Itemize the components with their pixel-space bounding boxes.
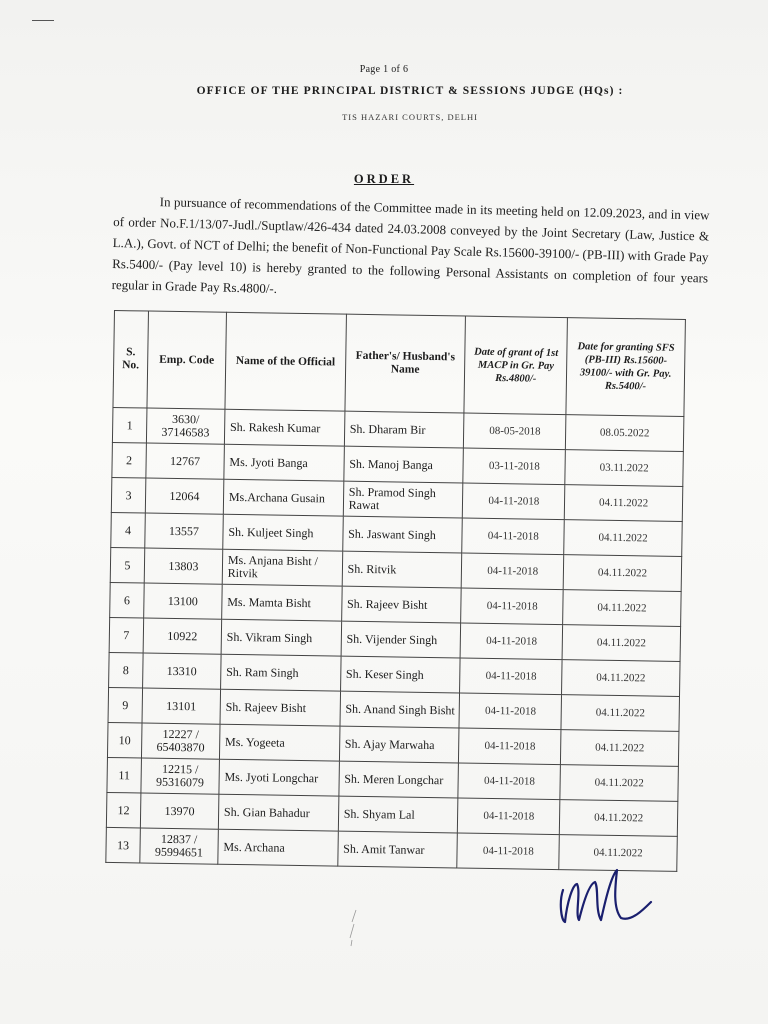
- cell-sno: 7: [109, 617, 143, 653]
- cell-date-grant: 04-11-2018: [457, 833, 559, 870]
- cell-father-name: Sh. Keser Singh: [340, 656, 460, 693]
- cell-emp-code: 13970: [140, 793, 218, 829]
- cell-father-name: Sh. Pramod Singh Rawat: [343, 481, 463, 518]
- signature: [555, 862, 655, 932]
- cell-name: Sh. Vikram Singh: [221, 619, 341, 656]
- cell-name: Sh. Gian Bahadur: [218, 794, 338, 831]
- cell-name: Ms.Archana Gusain: [223, 479, 343, 516]
- cell-name: Ms. Yogeeta: [219, 724, 339, 761]
- corner-scan-mark: [32, 20, 54, 21]
- header-date-grant: Date of grant of 1st MACP in Gr. Pay Rs.4800/-: [464, 316, 567, 415]
- pencil-marks: [344, 908, 364, 948]
- cell-date-grant: 04-11-2018: [459, 728, 561, 765]
- order-paragraph: In pursuance of recommendations of the Committee made in its meeting held on 12.09.2023, and in view of order No.F.1/13/07-Judl./Suptlaw/426-434 dated 24.03.2008 conveyed by the Joint Secretary (Law, Justice & L.A.), Govt. of NCT of Delhi; the benefit of Non-Functional Pay Scale Rs.15600-39100/- (PB-III) with Grade Pay Rs.5400/- (Pay level 10) is hereby granted to the following Personal Assistants on completion of four years regular in Grade Pay Rs.4800/-.: [111, 194, 710, 297]
- cell-date-sfs: 04.11.2022: [563, 555, 681, 592]
- header-name: Name of the Official: [225, 312, 346, 411]
- cell-date-grant: 04-11-2018: [458, 763, 560, 800]
- cell-sno: 10: [107, 722, 141, 758]
- cell-name: Ms. Jyoti Banga: [224, 444, 344, 481]
- cell-emp-code: 10922: [143, 618, 221, 654]
- cell-emp-code: 12227 / 65403870: [141, 723, 219, 759]
- cell-date-sfs: 04.11.2022: [561, 730, 679, 767]
- cell-name: Sh. Kuljeet Singh: [223, 514, 343, 551]
- order-body: [111, 190, 709, 310]
- header-father-name: Father's/ Husband's Name: [345, 314, 466, 413]
- cell-date-grant: 04-11-2018: [462, 553, 564, 590]
- cell-sno: 4: [111, 512, 145, 548]
- cell-name: Ms. Jyoti Longchar: [219, 759, 339, 796]
- cell-father-name: Sh. Vijender Singh: [341, 621, 461, 658]
- cell-name: Sh. Rajeev Bisht: [220, 689, 340, 726]
- office-subtitle: TIS HAZARI COURTS, DELHI: [342, 112, 478, 122]
- cell-sno: 2: [112, 442, 146, 478]
- cell-emp-code: 13100: [144, 583, 222, 619]
- cell-name: Ms. Archana: [218, 829, 338, 866]
- cell-emp-code: 12837 / 95994651: [140, 828, 218, 864]
- cell-date-grant: 03-11-2018: [463, 448, 565, 485]
- cell-date-grant: 04-11-2018: [459, 693, 561, 730]
- cell-emp-code: 13557: [145, 513, 223, 549]
- cell-emp-code: 12064: [145, 478, 223, 514]
- staff-table: [105, 310, 686, 872]
- cell-name: Ms. Mamta Bisht: [222, 584, 342, 621]
- cell-date-grant: 04-11-2018: [460, 623, 562, 660]
- cell-sno: 11: [107, 757, 141, 793]
- order-heading-text: ORDER: [353, 172, 415, 186]
- office-title: OFFICE OF THE PRINCIPAL DISTRICT & SESSIONS JUDGE (HQs) :: [196, 85, 624, 97]
- header-sno: S. No.: [113, 311, 148, 409]
- cell-sno: 12: [106, 792, 140, 828]
- cell-father-name: Sh. Shyam Lal: [338, 796, 458, 833]
- cell-sno: 6: [110, 582, 144, 618]
- cell-father-name: Sh. Dharam Bir: [344, 411, 464, 448]
- cell-sno: 5: [110, 547, 144, 583]
- cell-date-grant: 04-11-2018: [462, 518, 564, 555]
- header-emp-code: Emp. Code: [147, 311, 226, 409]
- cell-date-grant: 04-11-2018: [458, 798, 560, 835]
- cell-father-name: Sh. Anand Singh Bisht: [340, 691, 460, 728]
- cell-date-sfs: 04.11.2022: [559, 835, 677, 872]
- cell-father-name: Sh. Manoj Banga: [343, 446, 463, 483]
- cell-father-name: Sh. Meren Longchar: [339, 761, 459, 798]
- cell-sno: 9: [108, 687, 142, 723]
- cell-emp-code: 12215 / 95316079: [141, 758, 219, 794]
- cell-father-name: Sh. Ritvik: [342, 551, 462, 588]
- cell-father-name: Sh. Amit Tanwar: [337, 831, 457, 868]
- cell-date-grant: 04-11-2018: [463, 483, 565, 520]
- order-heading: [0, 172, 768, 187]
- cell-date-sfs: 04.11.2022: [562, 660, 680, 697]
- cell-date-sfs: 04.11.2022: [560, 800, 678, 837]
- cell-date-sfs: 04.11.2022: [564, 485, 682, 522]
- cell-emp-code: 12767: [146, 443, 224, 479]
- cell-date-grant: 04-11-2018: [461, 588, 563, 625]
- cell-date-sfs: 04.11.2022: [561, 695, 679, 732]
- cell-date-grant: 08-05-2018: [464, 413, 566, 450]
- cell-father-name: Sh. Rajeev Bisht: [341, 586, 461, 623]
- cell-date-sfs: 04.11.2022: [562, 625, 680, 662]
- cell-father-name: Sh. Ajay Marwaha: [339, 726, 459, 763]
- cell-father-name: Sh. Jaswant Singh: [342, 516, 462, 553]
- header-date-sfs: Date for granting SFS (PB-III) Rs.15600-39100/- with Gr. Pay. Rs.5400/-: [566, 318, 685, 417]
- cell-sno: 1: [112, 407, 146, 443]
- cell-date-sfs: 08.05.2022: [566, 415, 684, 452]
- cell-date-sfs: 03.11.2022: [565, 450, 683, 487]
- page-number: Page 1 of 6: [359, 64, 409, 75]
- cell-name: Sh. Rakesh Kumar: [224, 409, 344, 446]
- cell-date-sfs: 04.11.2022: [563, 590, 681, 627]
- cell-emp-code: 3630/ 37146583: [146, 408, 224, 444]
- cell-name: Ms. Anjana Bisht / Ritvik: [222, 549, 342, 586]
- cell-date-sfs: 04.11.2022: [560, 765, 678, 802]
- cell-name: Sh. Ram Singh: [220, 654, 340, 691]
- table-header-row: [113, 311, 685, 417]
- cell-date-sfs: 04.11.2022: [564, 520, 682, 557]
- cell-sno: 8: [109, 652, 143, 688]
- cell-emp-code: 13310: [143, 653, 221, 689]
- cell-emp-code: 13803: [144, 548, 222, 584]
- cell-date-grant: 04-11-2018: [460, 658, 562, 695]
- cell-sno: 13: [106, 827, 140, 863]
- cell-sno: 3: [111, 477, 145, 513]
- cell-emp-code: 13101: [142, 688, 220, 724]
